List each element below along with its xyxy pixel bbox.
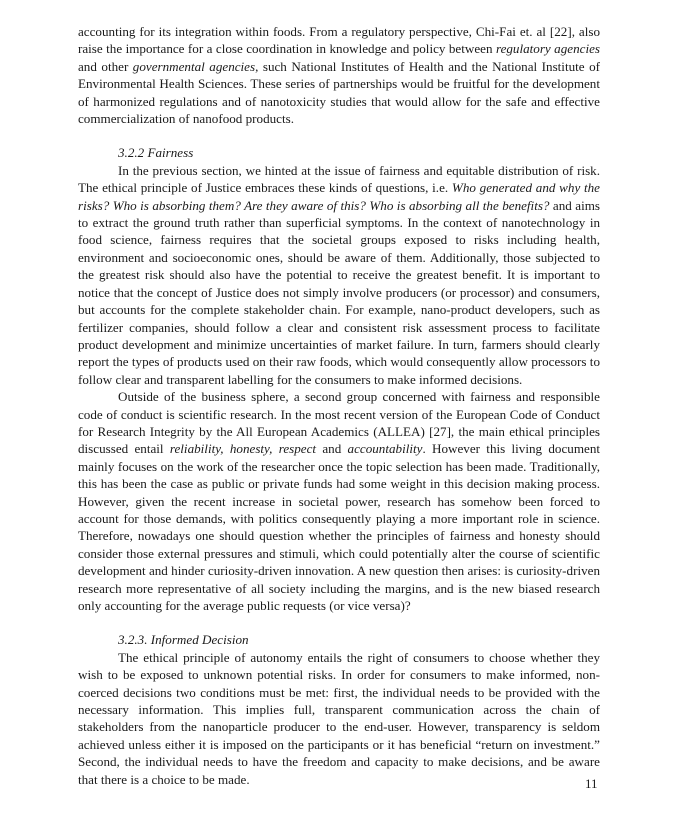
document-page xyxy=(78,23,600,788)
intro-paragraph: accounting for its integration within foods. From a regulatory perspective, Chi-Fai et. al [22], also raise the importance for a close coordination in knowledge and policy between regulatory agencies and other governmental agencies, such National Institutes of Health and the National Institute of Environmental Health Sciences. These series of partnerships would be fruitful for the development of harmonized regulations and of nanotoxicity studies that would allow for the safe and effective commercialization of nanofood products. xyxy=(78,24,600,127)
section-heading-fairness: 3.2.2 Fairness xyxy=(118,145,194,161)
fairness-paragraph-1: In the previous section, we hinted at the issue of fairness and equitable distribution of risk. The ethical principle of Justice embraces these kinds of questions, i.e. Who generated and why the risks? Who is absorbing them? Are they aware of this? Who is absorbing all the benefits? and aims to extract the ground truth rather than superficial symptoms. In the context of nanotechnology in food science, fairness requires that the societal groups exposed to risks including health, environment and socioeconomic ones, should be aware of them. Additionally, those subjected to the greatest risk should also have the potential to receive the greatest benefit. It is important to notice that the concept of Justice does not simply involve producers (or processor) and consumers, but accounts for the complete stakeholder chain. For example, nano-product developers, such as fertilizer companies, should follow a clear and consistent risk assessment process to facilitate product development and minimize uncertainties of market failure. In turn, farmers should clearly report the types of products used on their raw foods, which would consequently allow processors to follow clear and transparent labelling for the consumers to make informed decisions. xyxy=(78,162,600,387)
page-number: 11 xyxy=(585,776,598,791)
section-heading-informed-decision: 3.2.3. Informed Decision xyxy=(118,632,249,648)
informed-decision-paragraph: The ethical principle of autonomy entails the right of consumers to choose whether they wish to be exposed to unknown potential risks. In order for consumers to make informed, non-coerced decisions two conditions must be met: first, the individual needs to be provided with the necessary information. This implies full, transparent communication across the chain of stakeholders from the nanoparticle producer to the end-user. However, transparency is seldom achieved unless either it is imposed on the participants or it has beneficial “return on investment.” Second, the individual needs to have the freedom and capacity to make decisions, and be aware that there is a choice to be made. xyxy=(78,649,600,787)
fairness-paragraph-2: Outside of the business sphere, a second group concerned with fairness and responsible code of conduct is scientific research. In the most recent version of the European Code of Conduct for Research Integrity by the All European Academics (ALLEA) [27], the main ethical principles discussed entail reliability, honesty, respect and accountability. However this living document mainly focuses on the work of the researcher once the topic selection has been made. Traditionally, this has been the case as public or private funds had some weight in this decision making process. However, given the recent increase in societal power, research has somehow been forced to account for those demands, with politics consequently playing a more important role in science. Therefore, nowadays one should question whether the principles of fairness and honesty should consider those external pressures and stimuli, which could potentially alter the course of scientific development and hinder curiosity-driven innovation. A new question then arises: is curiosity-driven research more representative of all society including the margins, and is the new biased research only accounting for the average public requests (or vice versa)? xyxy=(78,389,601,613)
